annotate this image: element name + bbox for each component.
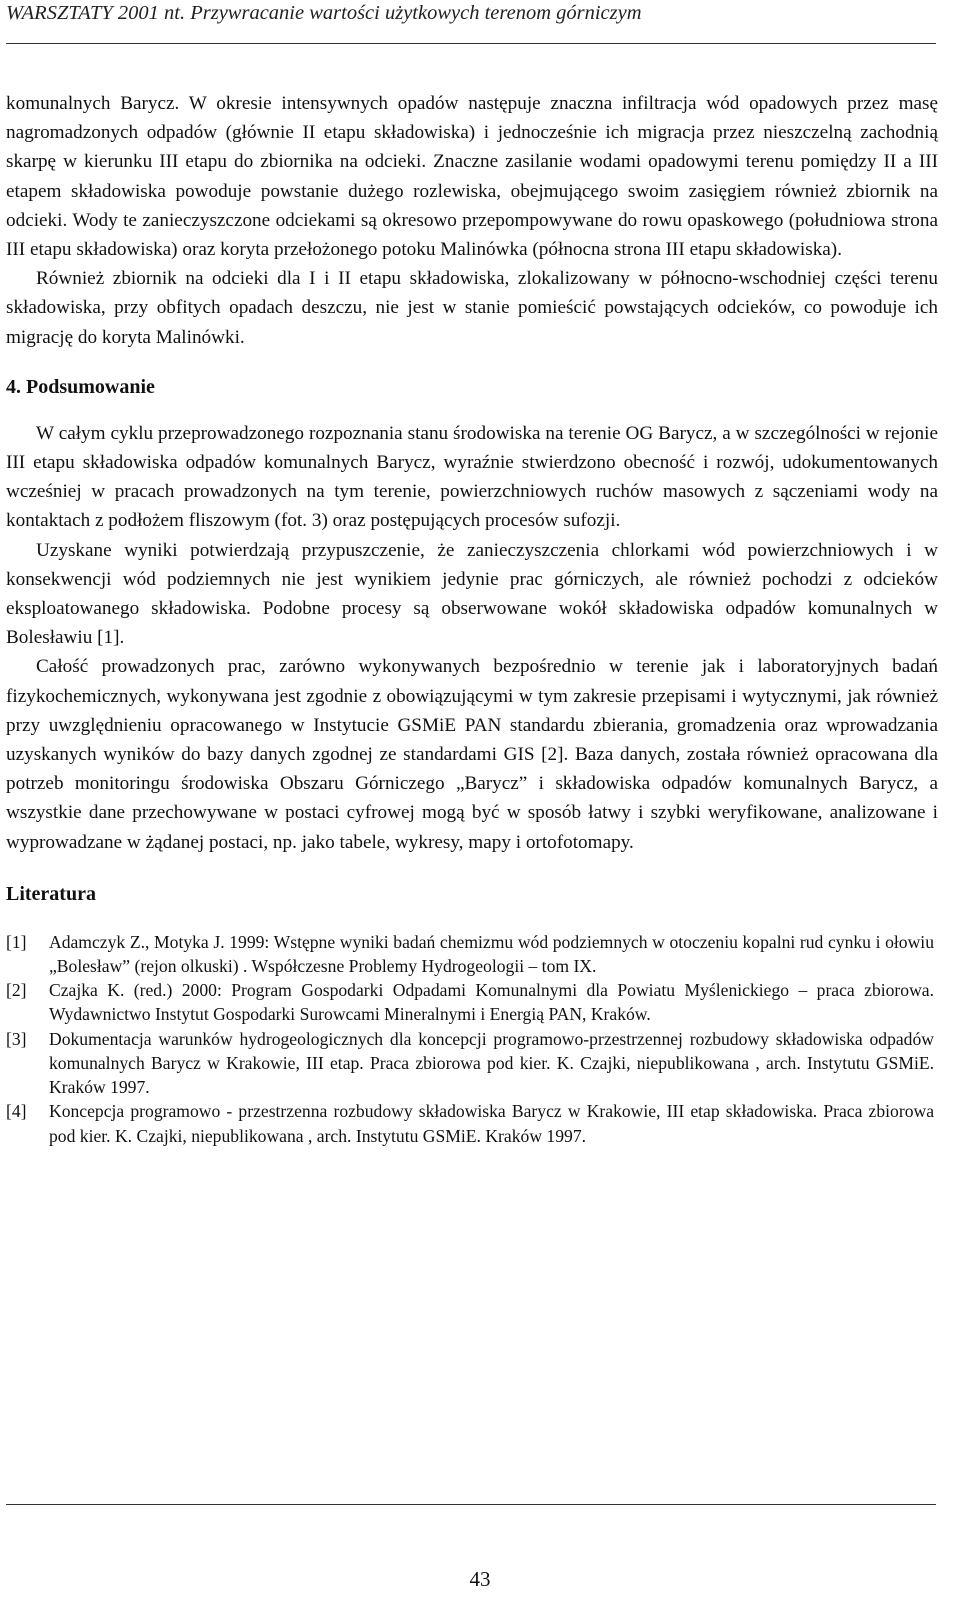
reference-item <box>6 1099 938 1147</box>
reference-list <box>6 930 938 1148</box>
reference-number: [1] <box>6 931 27 952</box>
body-paragraph: W całym cyklu przeprowadzonego rozpoznania stanu środowiska na terenie OG Barycz, a w szczególności w rejonie III etapu składowiska odpadów komunalnych Barycz, wyraźnie stwierdzono obecność i rozwój, udokumentowanych wcześniej w pracach prowadzonych na tym terenie, powierzchniowych ruchów masowych z sączeniami wody na kontaktach z podłożem fliszowym (fot. 3) oraz postępujących procesów sufozji. <box>6 422 938 532</box>
running-header: WARSZTATY 2001 nt. Przywracanie wartości użytkowych terenom górniczym <box>6 2 642 24</box>
header-divider <box>6 43 936 44</box>
reference-number: [2] <box>6 980 27 1001</box>
page-body <box>6 89 938 1148</box>
reference-item <box>6 978 938 1026</box>
body-paragraph: Uzyskane wyniki potwierdzają przypuszczenie, że zanieczyszczenia chlorkami wód powierzchniowych i w konsekwencji wód podziemnych nie jest wynikiem jedynie prac górniczych, ale również pochodzi z odcieków eksploatowanego składowiska. Podobne procesy są obserwowane wokół składowiska odpadów komunalnych w Bolesławiu [1]. <box>6 539 938 649</box>
body-paragraph: Również zbiornik na odcieki dla I i II etapu składowiska, zlokalizowany w północno-wschodniej części terenu składowiska, przy obfitych opadach deszczu, nie jest w stanie pomieścić powstających odcieków, co powoduje ich migrację do koryta Malinówki. <box>6 268 938 348</box>
reference-item <box>6 930 938 978</box>
reference-text: Adamczyk Z., Motyka J. 1999: Wstępne wyniki badań chemizmu wód podziemnych w otoczeniu kopalni rud cynku i ołowiu „Bolesław” (rejon olkuski) . Współczesne Problemy Hydrogeologii – tom IX. <box>49 931 934 977</box>
reference-number: [3] <box>6 1028 27 1049</box>
reference-number: [4] <box>6 1101 27 1122</box>
body-paragraph: komunalnych Barycz. W okresie intensywnych opadów następuje znaczna infiltracja wód opadowych przez masę nagromadzonych odpadów (głównie II etapu składowiska) i jednocześnie ich migracja przez nieszczelną zachodnią skarpę w kierunku III etapu do zbiornika na odcieki. Znaczne zasilanie wodami opadowymi terenu pomiędzy II a III etapem składowiska powoduje powstanie dużego rozlewiska, obejmującego swoim zasięgiem również zbiornik na odcieki. Wody te zanieczyszczone odciekami są okresowo przepompowywane do rowu opaskowego (południowa strona III etapu składowiska) oraz koryta przełożonego potoku Malinówka (północna strona III etapu składowiska). <box>6 93 938 261</box>
reference-text: Czajka K. (red.) 2000: Program Gospodarki Odpadami Komunalnymi dla Powiatu Myślenickiego – praca zbiorowa. Wydawnictwo Instytut Gospodarki Surowcami Mineralnymi i Energią PAN, Kraków. <box>49 980 934 1025</box>
reference-text: Koncepcja programowo - przestrzenna rozbudowy składowiska Barycz w Krakowie, III etap składowiska. Praca zbiorowa pod kier. K. Czajki, niepublikowana , arch. Instytutu GSMiE. Kraków 1997. <box>49 1101 934 1146</box>
footer-divider <box>6 1504 936 1505</box>
page-number: 43 <box>469 1567 491 1591</box>
literature-heading: Literatura <box>6 882 96 905</box>
section-heading: 4. Podsumowanie <box>6 375 155 398</box>
reference-item <box>6 1027 938 1100</box>
reference-text: Dokumentacja warunków hydrogeologicznych dla koncepcji programowo-przestrzennej rozbudowy składowiska odpadów komunalnych Barycz w Krakowie, III etap. Praca zbiorowa pod kier. K. Czajki, niepublikowana , arch. Instytutu GSMiE. Kraków 1997. <box>49 1028 934 1098</box>
body-paragraph: Całość prowadzonych prac, zarówno wykonywanych bezpośrednio w terenie jak i laboratoryjnych badań fizykochemicznych, wykonywana jest zgodnie z obowiązującymi w tym zakresie przepisami i wytycznymi, jak również przy uwzględnieniu opracowanego w Instytucie GSMiE PAN standardu zbierania, gromadzenia oraz wprowadzania uzyskanych wyników do bazy danych zgodnej ze standardami GIS [2]. Baza danych, została również opracowana dla potrzeb monitoringu środowiska Obszaru Górniczego „Barycz” i składowiska odpadów komunalnych Barycz, a wszystkie dane przechowywane w postaci cyfrowej mogą być w sposób łatwy i szybki weryfikowane, analizowane i wyprowadzane w żądanej postaci, np. jako tabele, wykresy, mapy i ortofotomapy. <box>6 656 938 853</box>
